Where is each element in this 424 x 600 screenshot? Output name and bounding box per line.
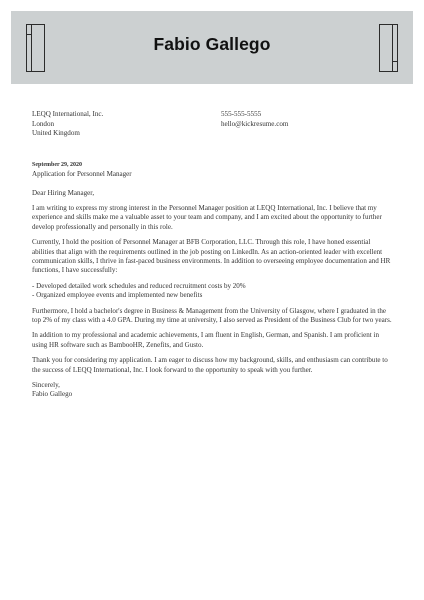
letter-body xyxy=(32,161,394,400)
letter-signature: Fabio Gallego xyxy=(32,390,73,399)
letter-paragraph: Currently, I hold the position of Personnel Manager at BFB Corporation, LLC. Through this role, I have honed essential abilities that align with the requirements outlined in the job posting on LinkedIn. As an action-oriented leader with excellent communication skills, I thrive in fast-paced business environments. In addition to overseeing employee documentation and HR functions, I have successfully: xyxy=(32,238,391,275)
header-frame-left-top xyxy=(26,24,45,25)
header-frame-right-bottom xyxy=(379,71,398,72)
letter-paragraph: I am writing to express my strong interest in the Personnel Manager position at LEQQ International, Inc. I believe that my experience and skills make me a valuable asset to your team and company, and I am excited about the opportunity to further develop professionally and personally in this role. xyxy=(32,204,382,231)
sender-address xyxy=(32,110,103,139)
phone-number: 555-555-5555 xyxy=(221,110,262,118)
achievement-item: - Organized employee events and implemented new benefits xyxy=(32,290,203,299)
applicant-name: Fabio Gallego xyxy=(153,34,271,54)
sender-country: United Kingdom xyxy=(32,129,80,138)
header-frame-right-notch xyxy=(392,61,398,62)
letter-greeting: Dear Hiring Manager, xyxy=(32,188,95,197)
letter-paragraph: Furthermore, I hold a bachelor's degree in Business & Management from the University of Glasgow, where I graduated in the top 2% of my class with a 4.0 GPA. During my time at university, I also served as President of the Business Club for two years. xyxy=(32,306,392,324)
email-address: hello@kickresume.com xyxy=(221,119,289,128)
sender-company: LEQQ International, Inc. xyxy=(32,110,104,118)
letter-paragraph: Thank you for considering my application. I am eager to discuss how my background, skills, and enthusiasm can contribute to the success of LEQQ International, Inc. I look forward to the opportunity to speak with you further. xyxy=(32,356,388,374)
sender-city: London xyxy=(32,119,55,128)
letter-subject: Application for Personnel Manager xyxy=(32,170,132,179)
header-frame-left-bottom xyxy=(26,71,45,72)
letter-paragraph: In addition to my professional and academic achievements, I am fluent in English, German, and Spanish. I am proficient in using HR software such as BambooHR, Zenefits, and Gusto. xyxy=(32,331,379,349)
contact-info xyxy=(221,110,288,129)
achievement-list xyxy=(32,282,394,301)
header-frame-right-top xyxy=(379,24,398,25)
letter-date: September 29, 2020 xyxy=(32,162,83,168)
achievement-item: - Developed detailed work schedules and reduced recruitment costs by 20% xyxy=(32,281,246,290)
letter-closing: Sincerely, xyxy=(32,381,60,390)
